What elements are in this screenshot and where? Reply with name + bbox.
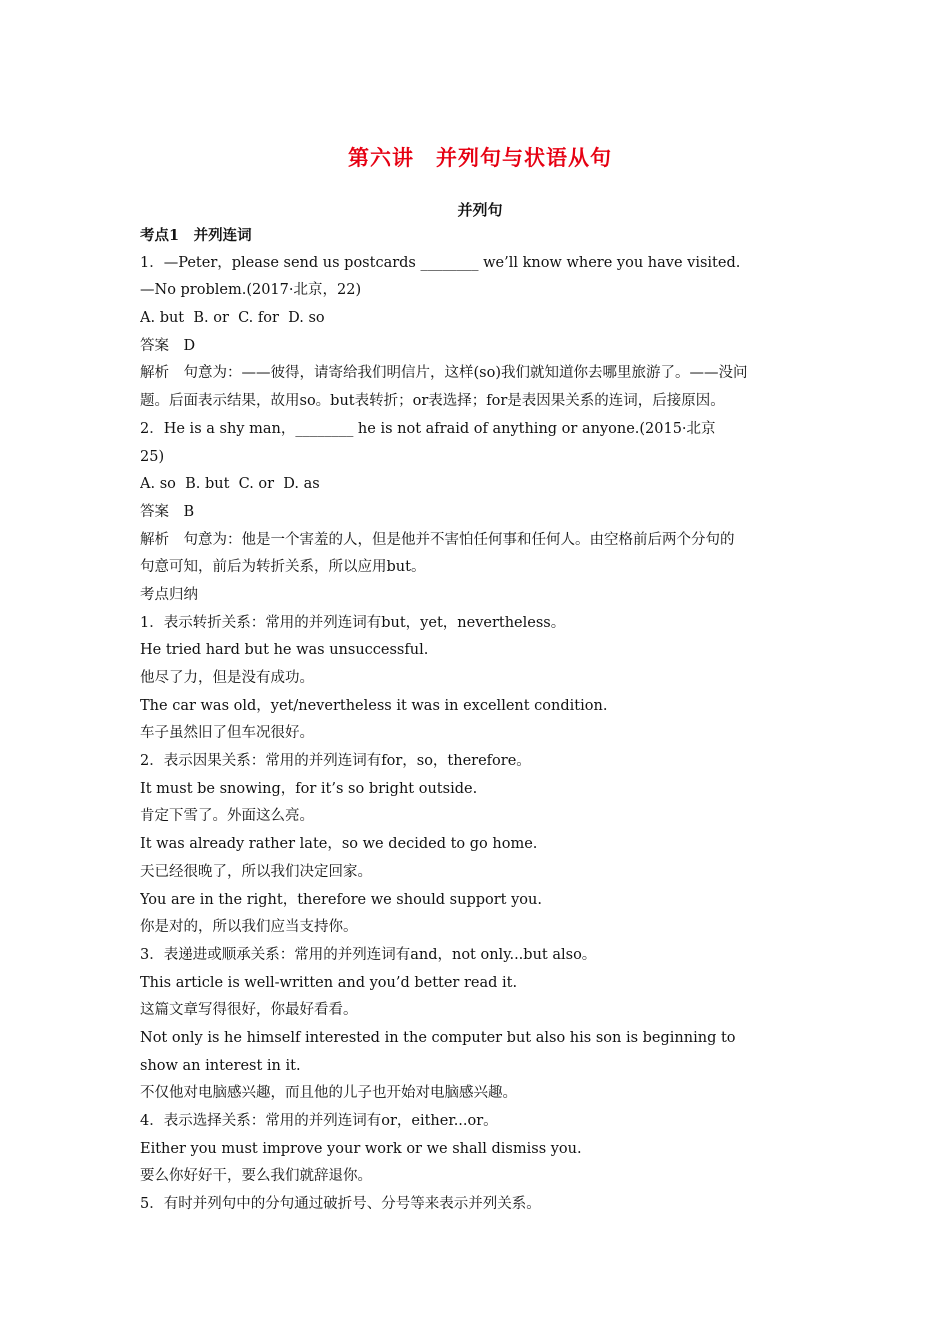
text-line: 你是对的，所以我们应当支持你。 xyxy=(140,919,358,936)
text-line: 考点归纳 xyxy=(140,586,198,603)
text-line: The car was old，yet/nevertheless it was in excellent condition. xyxy=(140,697,608,714)
text-line: 解析 句意为：——彼得，请寄给我们明信片，这样(so)我们就知道你去哪里旅游了。——没问 xyxy=(140,365,748,382)
text-line: 3．表递进或顺承关系：常用的并列连词有and，not only...but also。 xyxy=(140,946,597,963)
text-line: Not only is he himself interested in the computer but also his son is beginning to xyxy=(140,1029,736,1046)
document-body xyxy=(140,222,820,1219)
text-line: Either you must improve your work or we shall dismiss you. xyxy=(140,1140,582,1157)
text-line: It must be snowing，for it’s so bright outside. xyxy=(140,780,478,797)
text-line: 1．—Peter，please send us postcards ________ we’ll know where you have visited. xyxy=(140,254,741,271)
text-line: 2．表示因果关系：常用的并列连词有for，so，therefore。 xyxy=(140,753,531,770)
text-line: 他尽了力，但是没有成功。 xyxy=(140,670,314,686)
text-line: —No problem.(2017·北京，22) xyxy=(140,282,362,299)
text-line: 4．表示选择关系：常用的并列连词有or，either...or。 xyxy=(140,1113,498,1129)
text-line: 不仅他对电脑感兴趣，而且他的儿子也开始对电脑感兴趣。 xyxy=(140,1085,517,1102)
text-line: 答案 D xyxy=(140,337,196,354)
lecture-title: 第六讲 并列句与状语从句 xyxy=(348,145,612,170)
text-line: 这篇文章写得很好，你最好看看。 xyxy=(140,1002,358,1019)
text-line: 句意可知，前后为转折关系，所以应用but。 xyxy=(140,559,426,576)
text-line: 车子虽然旧了但车况很好。 xyxy=(140,725,314,742)
text-line: A. but B. or C. for D. so xyxy=(140,310,325,327)
text-line: You are in the right，therefore we should support you. xyxy=(140,891,542,908)
text-line: 2．He is a shy man，________ he is not afraid of anything or anyone.(2015·北京 xyxy=(140,420,716,437)
topic-heading: 考点1 并列连词 xyxy=(140,227,252,244)
text-line: A. so B. but C. or D. as xyxy=(140,476,320,493)
text-line: 要么你好好干，要么我们就辞退你。 xyxy=(140,1168,372,1185)
section-heading: 并列句 xyxy=(457,201,503,219)
text-line: It was already rather late，so we decided to go home. xyxy=(140,836,538,853)
text-line: show an interest in it. xyxy=(140,1057,301,1074)
text-line: 解析 句意为：他是一个害羞的人，但是他并不害怕任何事和任何人。由空格前后两个分句的 xyxy=(140,531,735,548)
text-line: This article is well-written and you’d better read it. xyxy=(140,974,518,991)
text-line: 5．有时并列句中的分句通过破折号、分号等来表示并列关系。 xyxy=(140,1196,541,1213)
text-line: 题。后面表示结果，故用so。but表转折；or表选择；for是表因果关系的连词，后接原因。 xyxy=(140,393,725,410)
text-line: 天已经很晚了，所以我们决定回家。 xyxy=(140,863,372,880)
text-line: He tried hard but he was unsuccessful. xyxy=(140,642,429,659)
text-line: 肯定下雪了。外面这么亮。 xyxy=(140,808,314,825)
text-line: 答案 B xyxy=(140,503,195,520)
text-line: 25) xyxy=(140,448,165,465)
text-line: 1．表示转折关系：常用的并列连词有but，yet，nevertheless。 xyxy=(140,614,566,631)
